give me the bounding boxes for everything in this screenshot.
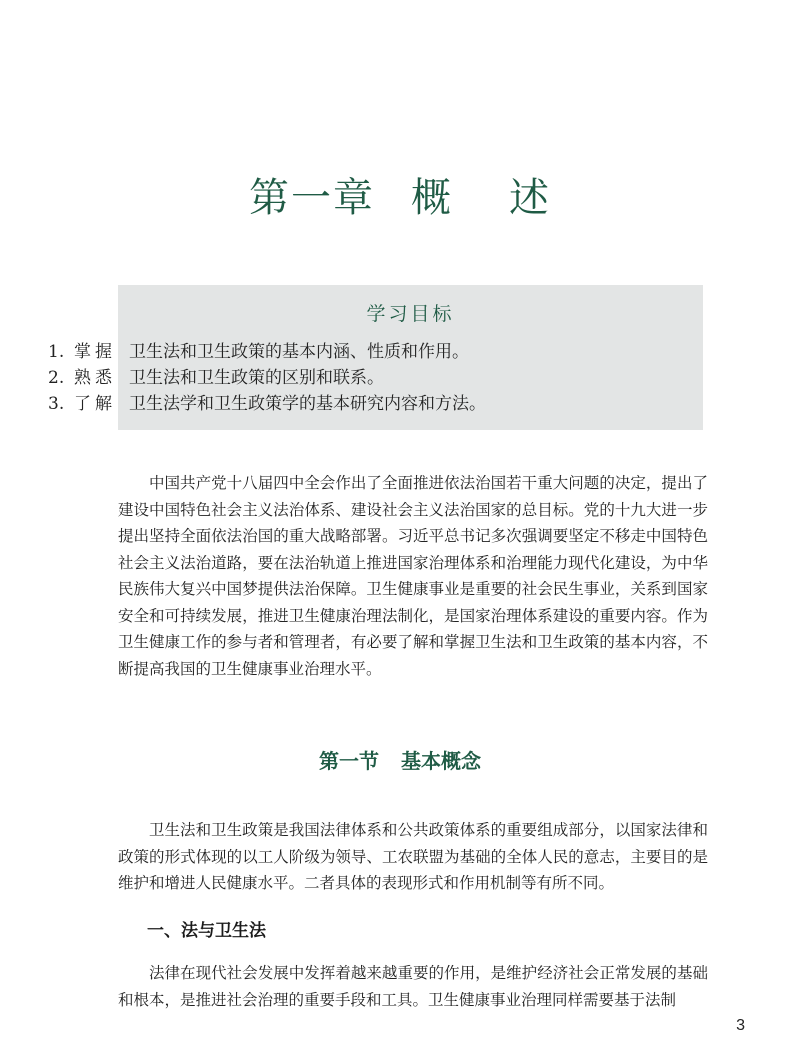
subsection-title: 一、法与卫生法 bbox=[147, 921, 266, 941]
section-title-text: 基本概念 bbox=[401, 749, 481, 773]
objective-text: 卫生法和卫生政策的基本内涵、性质和作用。 bbox=[129, 342, 469, 362]
objective-text: 卫生法学和卫生政策学的基本研究内容和方法。 bbox=[129, 394, 486, 414]
section-number: 第一节 bbox=[319, 749, 379, 773]
page-number: 3 bbox=[736, 1017, 745, 1034]
chapter-title-char-2: 述 bbox=[509, 175, 551, 221]
objective-verb: 了解 bbox=[74, 394, 116, 414]
chapter-title bbox=[0, 168, 800, 228]
objective-verb: 熟悉 bbox=[74, 368, 116, 388]
objective-number: 2. bbox=[48, 368, 65, 388]
objective-item bbox=[48, 366, 384, 390]
intro-paragraph: 中国共产党十八届四中全会作出了全面推进依法治国若干重大问题的决定，提出了建设中国特色社会主义法治体系、建设社会主义法治国家的总目标。党的十九大进一步提出坚持全面依法治国的重大战略部署。习近平总书记多次强调要坚定不移走中国特色社会主义法治道路，要在法治轨道上推进国家治理体系和治理能力现代化建设，为中华民族伟大复兴中国梦提供法治保障。卫生健康事业是重要的社会民生事业，关系到国家安全和可持续发展，推进卫生健康治理法制化，是国家治理体系建设的重要内容。作为卫生健康工作的参与者和管理者，有必要了解和掌握卫生法和卫生政策的基本内容，不断提高我国的卫生健康事业治理水平。 bbox=[118, 474, 708, 678]
objective-verb: 掌握 bbox=[74, 342, 116, 362]
section-paragraph: 卫生法和卫生政策是我国法律体系和公共政策体系的重要组成部分，以国家法律和政策的形式体现的以工人阶级为领导、工农联盟为基础的全体人民的意志，主要目的是维护和增进人民健康水平。二者具体的表现形式和作用机制等有所不同。 bbox=[118, 821, 708, 892]
objective-number: 1. bbox=[48, 342, 65, 362]
objective-item bbox=[48, 392, 486, 416]
objective-number: 3. bbox=[48, 394, 65, 414]
chapter-number: 第一章 bbox=[249, 175, 375, 221]
chapter-title-char-1: 概 bbox=[411, 175, 453, 221]
objective-item bbox=[48, 340, 469, 364]
subsection-paragraph: 法律在现代社会发展中发挥着越来越重要的作用，是维护经济社会正常发展的基础和根本，是推进社会治理的重要手段和工具。卫生健康事业治理同样需要基于法制 bbox=[118, 964, 708, 1009]
learning-objectives-heading: 学习目标 bbox=[366, 303, 455, 325]
section-title bbox=[0, 746, 800, 776]
objective-text: 卫生法和卫生政策的区别和联系。 bbox=[129, 368, 384, 388]
